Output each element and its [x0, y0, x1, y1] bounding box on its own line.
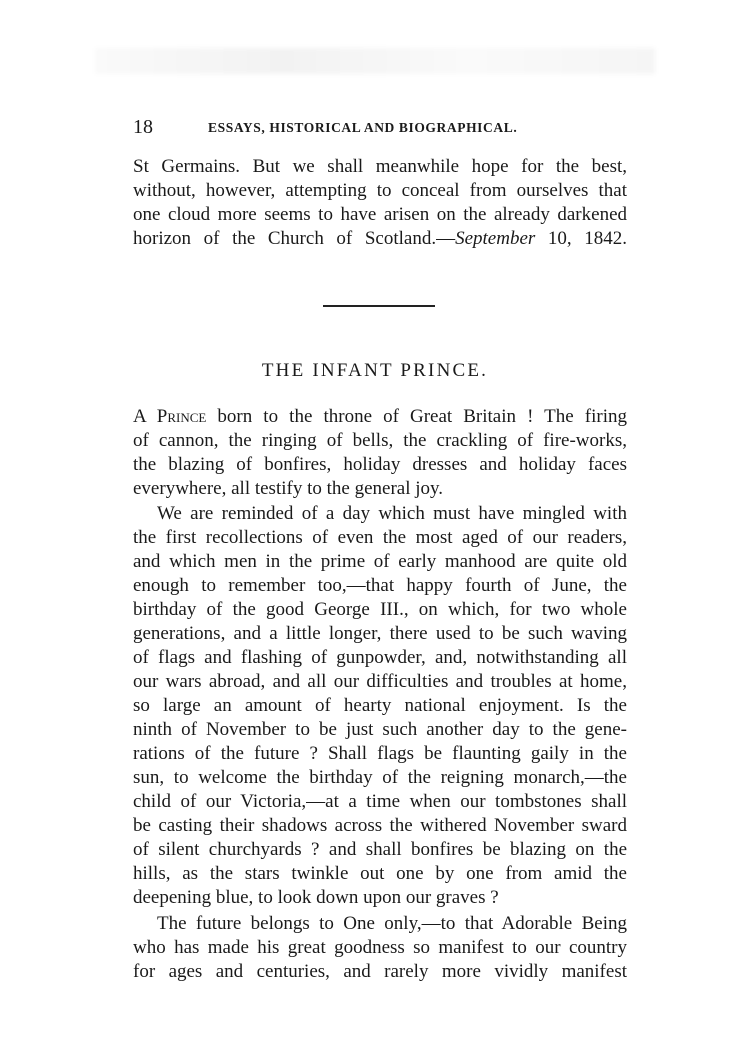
previous-essay-ending [133, 155, 627, 251]
text-line: who has made his great goodness so manifest to our country [133, 937, 627, 958]
date-rest: 10, 1842. [535, 228, 627, 249]
text-line: without, however, attempting to conceal from ourselves that [133, 180, 627, 201]
section-divider [323, 305, 435, 307]
text-line: rations of the future ? Shall flags be flaunting gaily in the [133, 743, 627, 764]
page-header [133, 116, 633, 140]
text-line: ninth of November to be just such another day to the gene- [133, 719, 627, 740]
paragraph-3 [133, 912, 627, 984]
text-line: be casting their shadows across the withered November sward [133, 815, 627, 836]
text-line: generations, and a little longer, there used to be such waving [133, 623, 627, 644]
text-line: St Germains. But we shall meanwhile hope for the best, [133, 156, 627, 177]
text-line: We are reminded of a day which must have mingled with [157, 503, 627, 524]
text-fragment: born to the throne of Great Britain ! The firing [206, 406, 627, 427]
text-line [133, 405, 627, 429]
text-fragment: horizon of the Church of Scotland.— [133, 228, 456, 249]
text-line: deepening blue, to look down upon our graves ? [133, 887, 499, 908]
text-line: The future belongs to One only,—to that Adorable Being [157, 913, 627, 934]
opening-words: A Prince [133, 406, 207, 427]
text-line-with-date [133, 227, 627, 251]
page-number: 18 [133, 116, 153, 138]
paragraph-2 [133, 502, 627, 910]
text-line: enough to remember too,—that happy fourth of June, the [133, 575, 627, 596]
text-line: our wars abroad, and all our difficulties and troubles at home, [133, 671, 627, 692]
text-line: one cloud more seems to have arisen on the already darkened [133, 204, 627, 225]
text-line: birthday of the good George III., on which, for two whole [133, 599, 627, 620]
text-line: hills, as the stars twinkle out one by one from amid the [133, 863, 627, 884]
text-line: sun, to welcome the birthday of the reigning monarch,—the [133, 767, 627, 788]
text-line: the blazing of bonfires, holiday dresses and holiday faces [133, 454, 627, 475]
scan-artifact [95, 48, 655, 74]
text-line: for ages and centuries, and rarely more vividly manifest [133, 961, 627, 982]
paragraph-1 [133, 405, 627, 501]
text-line: of cannon, the ringing of bells, the crackling of fire-works, [133, 430, 627, 451]
section-title: THE INFANT PRINCE. [261, 360, 489, 381]
text-line: the first recollections of even the most aged of our readers, [133, 527, 627, 548]
running-head: ESSAYS, HISTORICAL AND BIOGRAPHICAL. [208, 120, 518, 135]
text-line: of silent churchyards ? and shall bonfires be blazing on the [133, 839, 627, 860]
text-line: child of our Victoria,—at a time when our tombstones shall [133, 791, 627, 812]
date-month: September [455, 228, 536, 249]
text-line: everywhere, all testify to the general joy. [133, 478, 444, 499]
text-line: of flags and flashing of gunpowder, and, notwithstanding all [133, 647, 627, 668]
text-line: so large an amount of hearty national enjoyment. Is the [133, 695, 627, 716]
text-line: and which men in the prime of early manhood are quite old [133, 551, 627, 572]
